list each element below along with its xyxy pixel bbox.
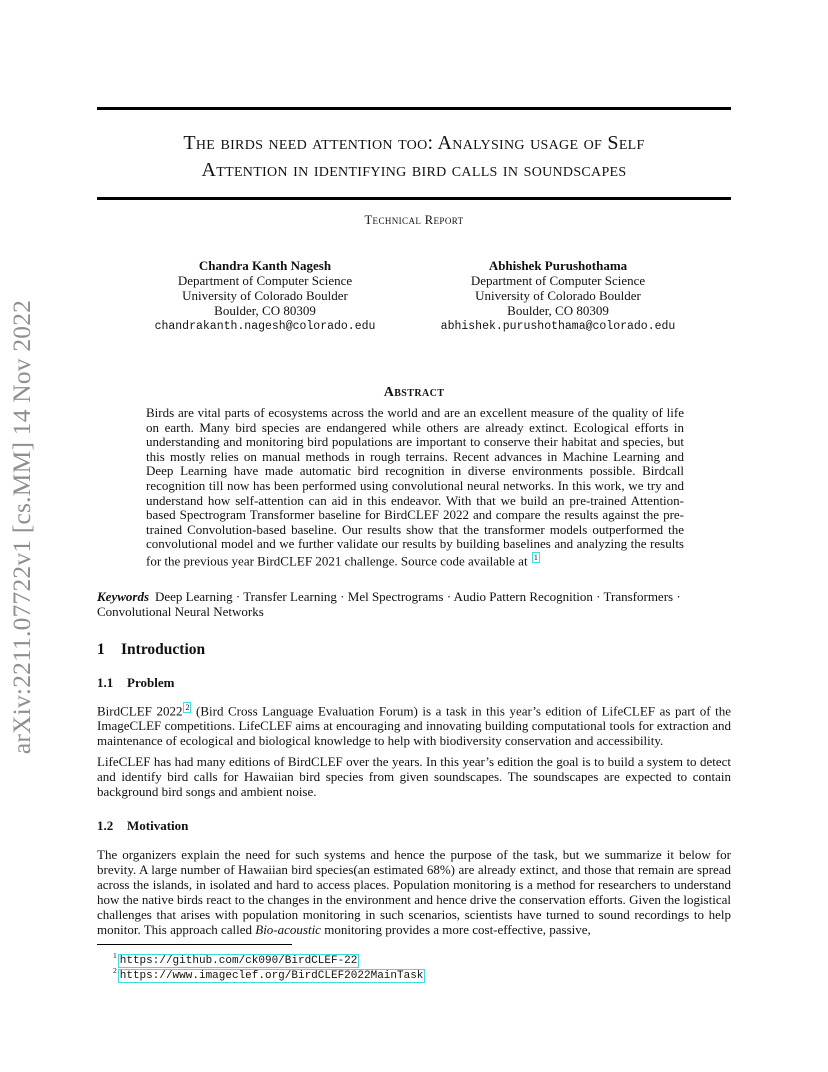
author-department: Department of Computer Science — [177, 273, 353, 288]
author-block-1 — [140, 258, 390, 334]
abstract-heading: Abstract — [383, 385, 445, 400]
abstract-text: Birds are vital parts of ecosystems across the world and are an excellent measure of the quality of life on earth. Many bird species are endangered while others are already extinct. Ecological efforts in understanding and monitoring bird populations are important to conserve their habitat and species, but this mostly relies on manual methods in rough terrains. Recent advances in Machine Learning and Deep Learning have made automatic bird recognition in diverse environments possible. Birdcall recognition till now has been performed using convolutional neural networks. In this work, we try and understand how self-attention can aid in this endeavor. With that we build an pre-trained Attention-based Spectrogram Transformer baseline for BirdCLEF 2022 and compare the results against the pre-trained Convolution-based baseline. Our results show that the transformer models outperformed the convolutional model and we further validate our results by building baselines and analyzing the results for the previous year BirdCLEF 2021 challenge. Source code available at — [146, 405, 684, 569]
footnote-link-2[interactable]: 2 — [185, 703, 190, 712]
footnote-link-1[interactable]: 1 — [533, 552, 538, 562]
report-type: Technical Report — [364, 213, 464, 227]
keywords — [97, 589, 731, 619]
author-university: University of Colorado Boulder — [182, 288, 348, 303]
para-text: monitoring provides a more cost-effective, passive, — [320, 922, 591, 937]
author-email: abhishek.purushothama@colorado.edu — [440, 320, 676, 333]
author-address: Boulder, CO 80309 — [214, 303, 316, 318]
section-number: 1 — [97, 641, 105, 658]
keywords-label: Keywords — [97, 589, 149, 604]
footnote-2 — [113, 964, 425, 983]
keywords-text: Deep Learning · Transfer Learning · Mel Spectrograms · Audio Pattern Recognition · Transformers · Convolutional Neural Networks — [97, 589, 681, 619]
author-block-2 — [432, 258, 684, 334]
section-heading-introduction — [97, 641, 205, 659]
paper-title — [97, 130, 731, 184]
subsection-heading-motivation — [97, 818, 188, 834]
footnote-mark: 1 — [113, 951, 117, 960]
para-italic-term: Bio-acoustic — [255, 922, 321, 937]
abstract-body — [146, 406, 684, 569]
author-university: University of Colorado Boulder — [475, 288, 641, 303]
title-line-2: Attention in identifying bird calls in soundscapes — [201, 159, 627, 181]
subsection-number: 1.2 — [97, 818, 114, 833]
paragraph-problem-1 — [97, 702, 731, 748]
section-title: Introduction — [121, 641, 206, 658]
footnote-url-link[interactable]: https://github.com/ck090/BirdCLEF-22 — [119, 954, 358, 967]
footnote-separator — [97, 944, 292, 945]
author-name: Abhishek Purushothama — [488, 258, 628, 273]
author-name: Chandra Kanth Nagesh — [198, 258, 332, 273]
title-line-1: The birds need attention too: Analysing usage of Self — [183, 132, 645, 154]
subsection-number: 1.1 — [97, 675, 114, 690]
subsection-heading-problem — [97, 675, 174, 691]
title-bottom-rule — [97, 197, 731, 200]
author-address: Boulder, CO 80309 — [507, 303, 609, 318]
footnote-url-link[interactable]: https://www.imageclef.org/BirdCLEF2022MainTask — [119, 969, 424, 982]
para-text: The organizers explain the need for such systems and hence the purpose of the task, but we summarize it below for brevity. A large number of Hawaiian bird species(an estimated 68%) are already extinct, and those that remain are spread across the islands, in isolated and hard to access places. Population monitoring is a method for researchers to understand how the native birds react to the changes in the environment and hence drive the conservation efforts. Given the logistical challenges that arises with population monitoring in such scenarios, scientists have turned to sound recordings to help monitor. This approach called — [97, 847, 731, 937]
footnote-mark: 2 — [113, 966, 117, 975]
arxiv-identifier-stamp: arXiv:2211.07722v1 [cs.MM] 14 Nov 2022 — [7, 299, 36, 755]
subsection-title: Motivation — [127, 818, 189, 833]
title-top-rule — [97, 107, 731, 110]
author-email: chandrakanth.nagesh@colorado.edu — [154, 320, 376, 333]
para-text: BirdCLEF 2022 — [97, 703, 183, 719]
paragraph-problem-2: LifeCLEF has had many editions of BirdCLEF over the years. In this year’s edition the goal is to build a system to detect and identify bird calls for Hawaiian bird species from given soundscapes. The soundscapes are expected to contain background bird songs and ambient noise. — [97, 754, 731, 799]
para-text: (Bird Cross Language Evaluation Forum) is a task in this year’s edition of LifeCLEF as part of the ImageCLEF competitions. LifeCLEF aims at encouraging and innovating building computational tools for extraction and maintenance of ecological and biological knowledge to help with biodiversity conservation and accessibility. — [97, 703, 731, 749]
subsection-title: Problem — [127, 675, 175, 690]
author-department: Department of Computer Science — [470, 273, 646, 288]
paragraph-motivation — [97, 847, 731, 937]
